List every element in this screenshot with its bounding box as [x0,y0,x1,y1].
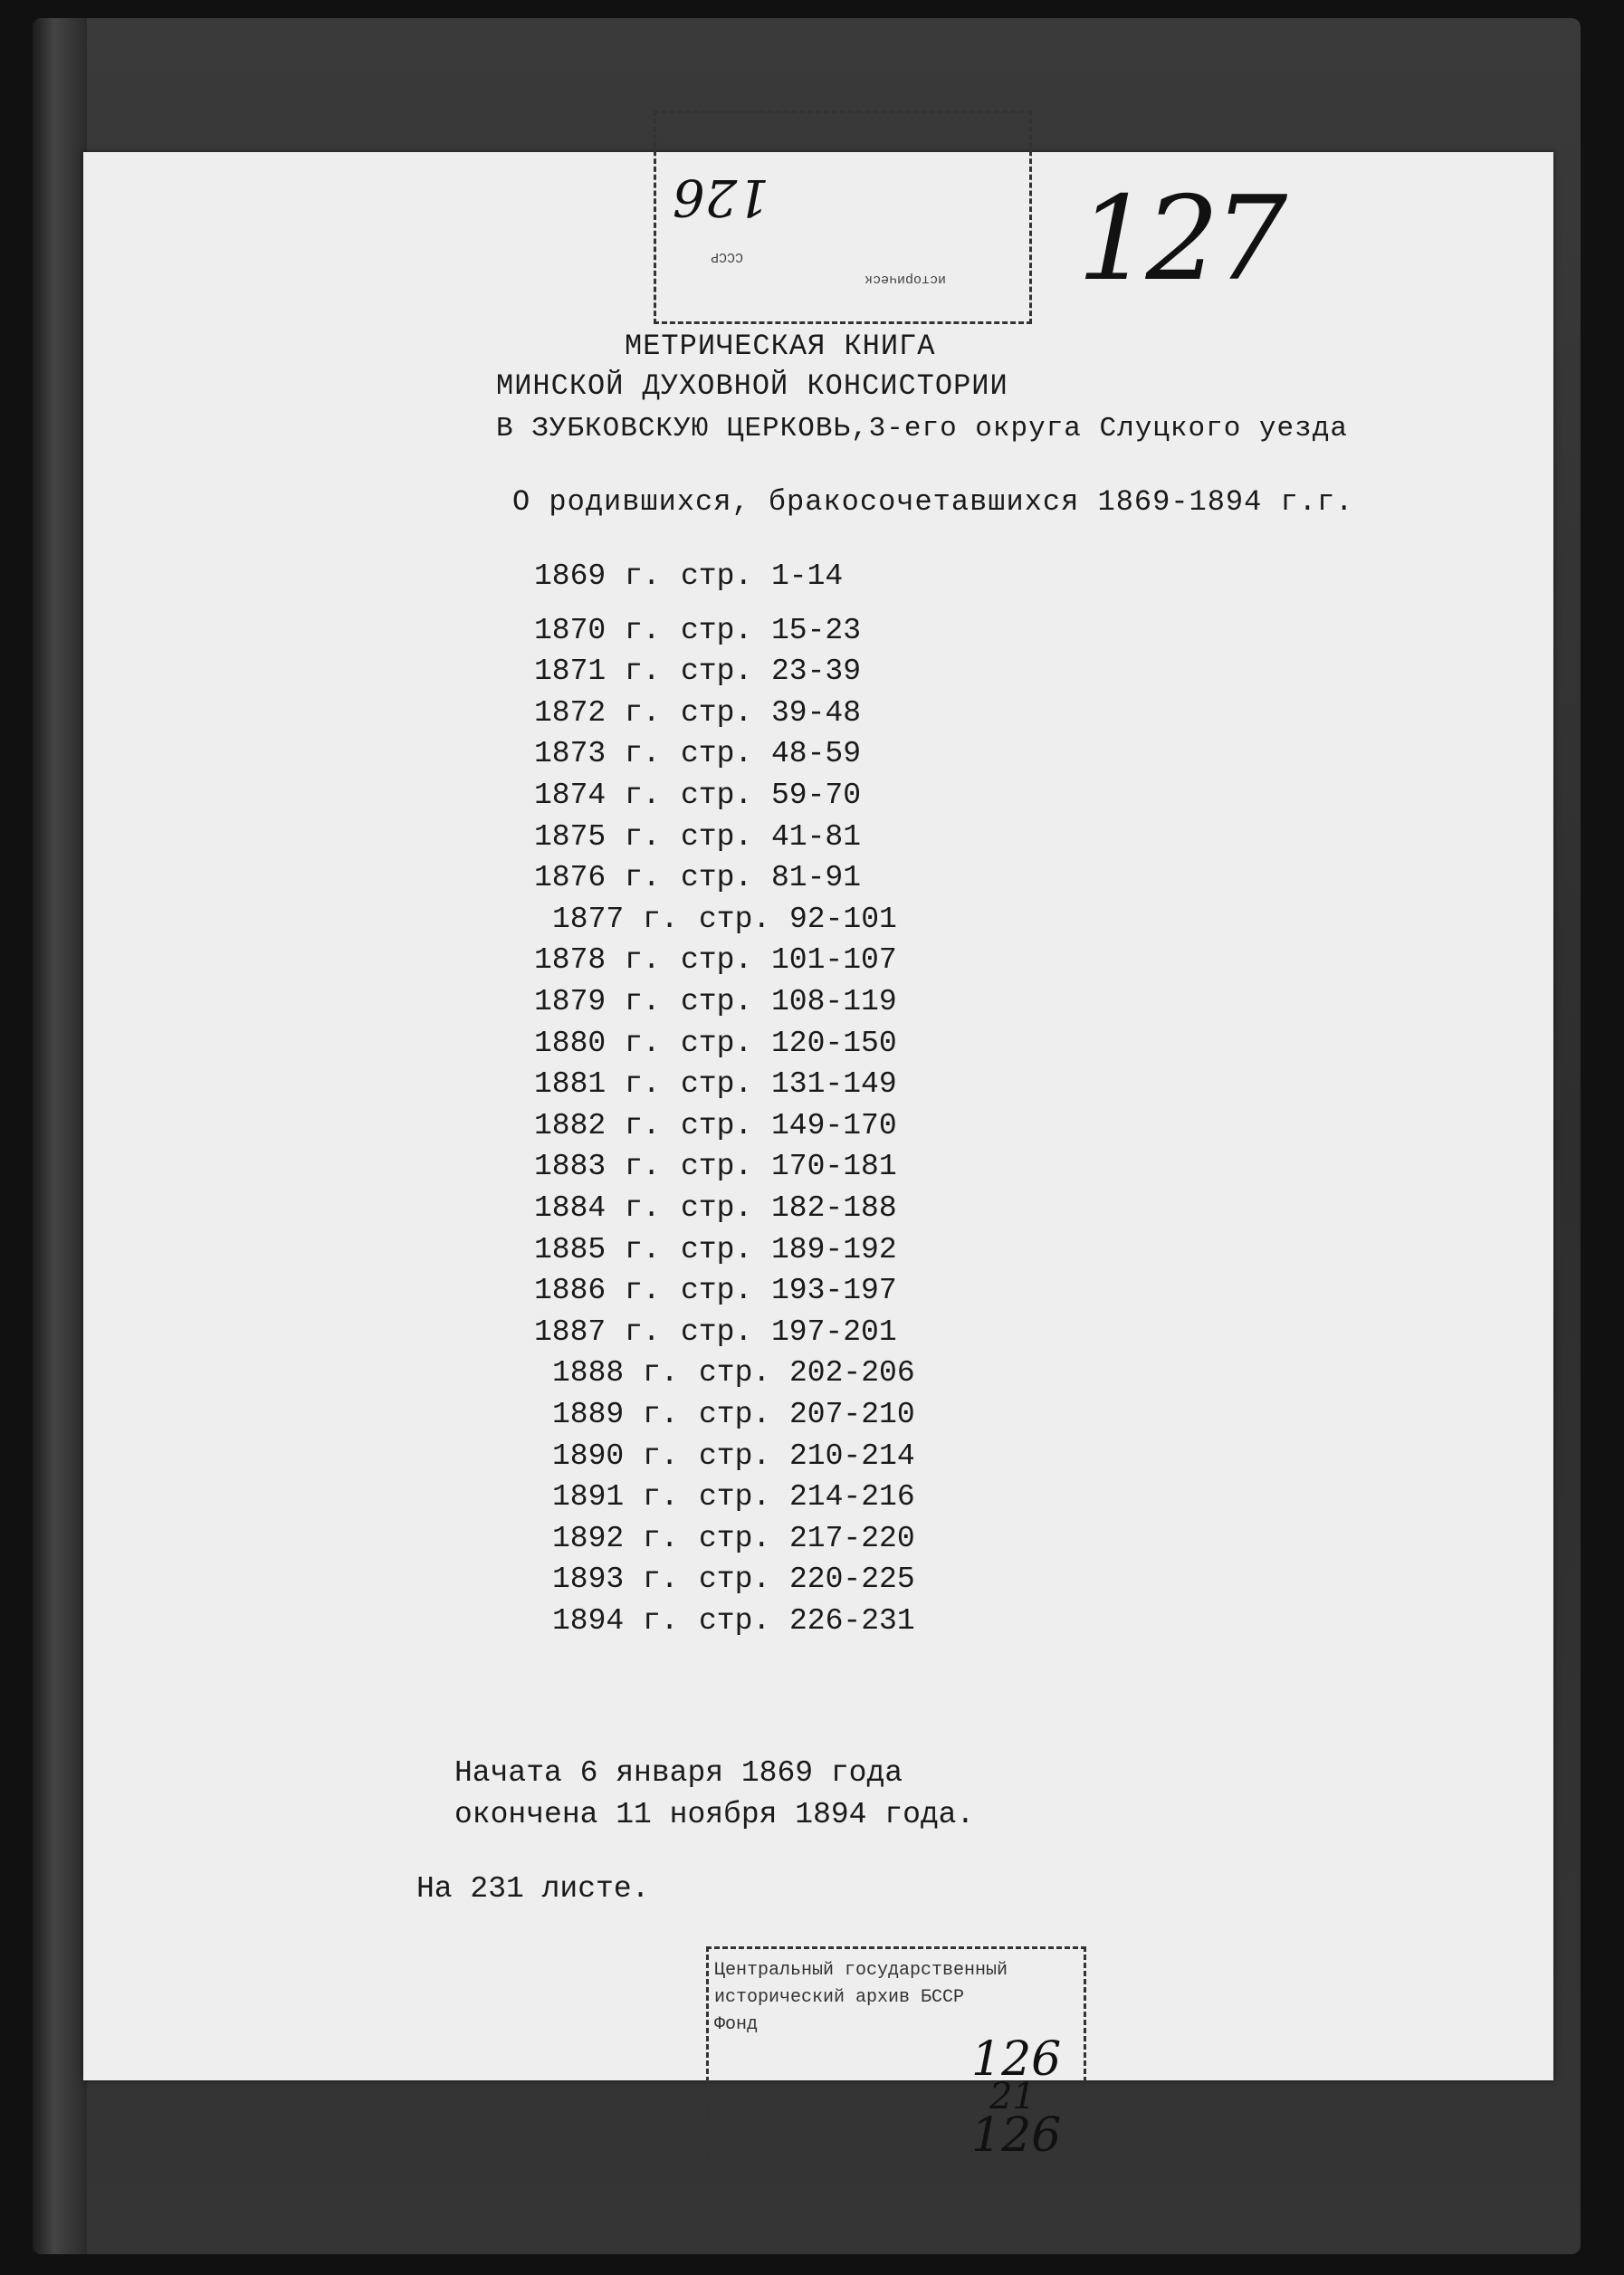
toc-year: 1888 [552,1356,625,1391]
toc-row [534,1315,897,1349]
toc-g: г. [643,1521,679,1555]
toc-str: стр. [681,1314,753,1349]
folio-number: 127 [1077,172,1283,307]
toc-g: г. [643,1604,679,1638]
toc-row [534,861,861,894]
toc-year: 1880 [534,1026,607,1060]
toc-year: 1891 [552,1480,625,1515]
toc-str: стр. [681,613,753,647]
toc-year: 1872 [534,695,607,730]
toc-g: г. [625,1108,661,1142]
toc-row [534,1274,897,1307]
toc-str: стр. [699,1439,771,1473]
toc-year: 1890 [552,1439,625,1473]
toc-year: 1870 [534,613,607,647]
toc-row [534,696,861,730]
toc-year: 1874 [534,779,607,812]
title-line-4: О родившихся, бракосочетавшихся 1869-1894 г.г. [512,485,1354,519]
toc-row [552,1480,915,1514]
toc-g: г. [625,1067,661,1102]
toc-row [534,614,861,647]
toc-year: 1884 [534,1191,607,1225]
toc-g: г. [625,779,661,812]
toc-pages: 15-23 [771,613,862,647]
toc-str: стр. [681,737,753,771]
toc-year: 1881 [534,1067,607,1102]
stamp-bottom-line-1: Центральный государственный [714,1960,1008,1981]
toc-row [534,820,861,854]
toc-row [534,559,843,593]
toc-str: стр. [699,1356,771,1391]
cover-spine [33,18,87,2254]
toc-g: г. [625,1314,661,1349]
toc-str: стр. [681,695,753,730]
toc-pages: 39-48 [771,695,862,730]
toc-pages: 149-170 [771,1108,897,1142]
toc-row [534,1067,897,1101]
toc-year: 1886 [534,1274,607,1308]
toc-str: стр. [681,779,753,812]
toc-g: г. [643,1480,679,1515]
toc-str: стр. [681,1274,753,1308]
toc-year: 1869 [534,559,607,593]
toc-g: г. [643,1439,679,1473]
toc-g: г. [625,1150,661,1184]
toc-row [552,1398,915,1431]
toc-str: стр. [699,902,771,936]
toc-g: г. [625,985,661,1018]
toc-pages: 92-101 [789,902,897,936]
toc-str: стр. [681,1150,753,1184]
toc-year: 1893 [552,1563,625,1597]
toc-year: 1879 [534,985,607,1018]
toc-str: стр. [681,943,753,978]
toc-year: 1882 [534,1108,607,1142]
stamp-bottom-line-3: Фонд [714,2014,759,2035]
toc-year: 1883 [534,1150,607,1184]
toc-pages: 189-192 [771,1232,897,1267]
toc-str: стр. [681,819,753,854]
toc-g: г. [625,737,661,771]
toc-g: г. [625,1026,661,1060]
toc-str: стр. [699,1521,771,1555]
toc-str: стр. [681,1108,753,1142]
toc-pages: 220-225 [789,1563,915,1597]
toc-row [552,1563,915,1596]
end-date: окончена 11 ноября 1894 года. [454,1798,975,1831]
toc-row [552,1522,915,1555]
toc-pages: 197-201 [771,1314,897,1349]
stamp-bottom-line-2: исторический архив БССР [714,1987,965,2008]
toc-year: 1871 [534,655,607,689]
toc-row [534,779,861,812]
toc-g: г. [643,1398,679,1431]
toc-pages: 81-91 [771,861,862,895]
toc-g: г. [625,1191,661,1225]
toc-year: 1878 [534,943,607,978]
toc-year: 1877 [552,902,625,936]
toc-g: г. [625,1232,661,1267]
toc-pages: 202-206 [789,1356,915,1391]
toc-str: стр. [681,559,753,593]
toc-g: г. [625,695,661,730]
toc-pages: 131-149 [771,1067,897,1102]
toc-year: 1876 [534,861,607,895]
toc-pages: 210-214 [789,1439,915,1473]
stamp-bottom-number-1: 126 [971,2032,1062,2087]
toc-row [552,1356,915,1390]
toc-year: 1889 [552,1398,625,1431]
toc-pages: 1-14 [771,559,844,593]
toc-year: 1887 [534,1314,607,1349]
toc-row [534,1191,897,1225]
toc-row [534,1109,897,1142]
toc-g: г. [625,1274,661,1308]
archive-stamp-bottom [706,1946,1086,2164]
toc-str: стр. [699,1398,771,1431]
toc-pages: 59-70 [771,779,862,812]
toc-str: стр. [699,1480,771,1515]
title-line-3: В ЗУБКОВСКУЮ ЦЕРКОВЬ,3-его округа Слуцкого уезда [496,413,1348,444]
toc-pages: 23-39 [771,655,862,689]
toc-g: г. [625,861,661,895]
toc-row [534,1233,897,1267]
toc-pages: 48-59 [771,737,862,771]
toc-g: г. [643,1563,679,1597]
toc-str: стр. [681,985,753,1018]
toc-row [534,655,861,688]
toc-str: стр. [681,1026,753,1060]
start-date: Начата 6 января 1869 года [454,1756,903,1790]
toc-pages: 193-197 [771,1274,897,1308]
toc-row [534,737,861,770]
toc-row [552,903,897,936]
toc-pages: 182-188 [771,1191,897,1225]
toc-g: г. [625,655,661,689]
toc-row [552,1439,915,1473]
toc-year: 1873 [534,737,607,771]
toc-pages: 217-220 [789,1521,915,1555]
stamp-top-text-2: историческ [865,272,947,287]
toc-pages: 108-119 [771,985,897,1018]
stamp-bottom-number-3: 126 [971,2108,1062,2163]
toc-g: г. [643,1356,679,1391]
toc-str: стр. [681,655,753,689]
archive-stamp-top [654,110,1032,324]
toc-row [552,1604,915,1638]
toc-pages: 226-231 [789,1604,915,1638]
toc-str: стр. [681,1067,753,1102]
toc-row [534,1150,897,1183]
toc-str: стр. [681,1191,753,1225]
title-line-2: МИНСКОЙ ДУХОВНОЙ КОНСИСТОРИИ [496,369,1008,403]
toc-str: стр. [699,1604,771,1638]
stamp-top-handwritten-number: 126 [673,167,769,226]
toc-pages: 41-81 [771,819,862,854]
toc-str: стр. [681,861,753,895]
toc-year: 1885 [534,1232,607,1267]
toc-row [534,1027,897,1060]
stamp-top-text-1: СССР [711,249,744,264]
toc-row [534,985,897,1018]
toc-row [534,943,897,977]
toc-g: г. [625,819,661,854]
toc-year: 1892 [552,1521,625,1555]
toc-g: г. [625,559,661,593]
toc-pages: 214-216 [789,1480,915,1515]
stamp-bottom-number-2: 21 [989,2076,1036,2117]
toc-str: стр. [681,1232,753,1267]
sheet-count: На 231 листе. [416,1872,650,1906]
toc-g: г. [625,613,661,647]
toc-pages: 170-181 [771,1150,897,1184]
toc-year: 1875 [534,819,607,854]
toc-str: стр. [699,1563,771,1597]
toc-pages: 207-210 [789,1398,915,1431]
toc-pages: 120-150 [771,1026,897,1060]
toc-g: г. [625,943,661,978]
toc-year: 1894 [552,1604,625,1638]
toc-pages: 101-107 [771,943,897,978]
title-line-1: МЕТРИЧЕСКАЯ КНИГА [625,330,936,363]
toc-g: г. [643,902,679,936]
